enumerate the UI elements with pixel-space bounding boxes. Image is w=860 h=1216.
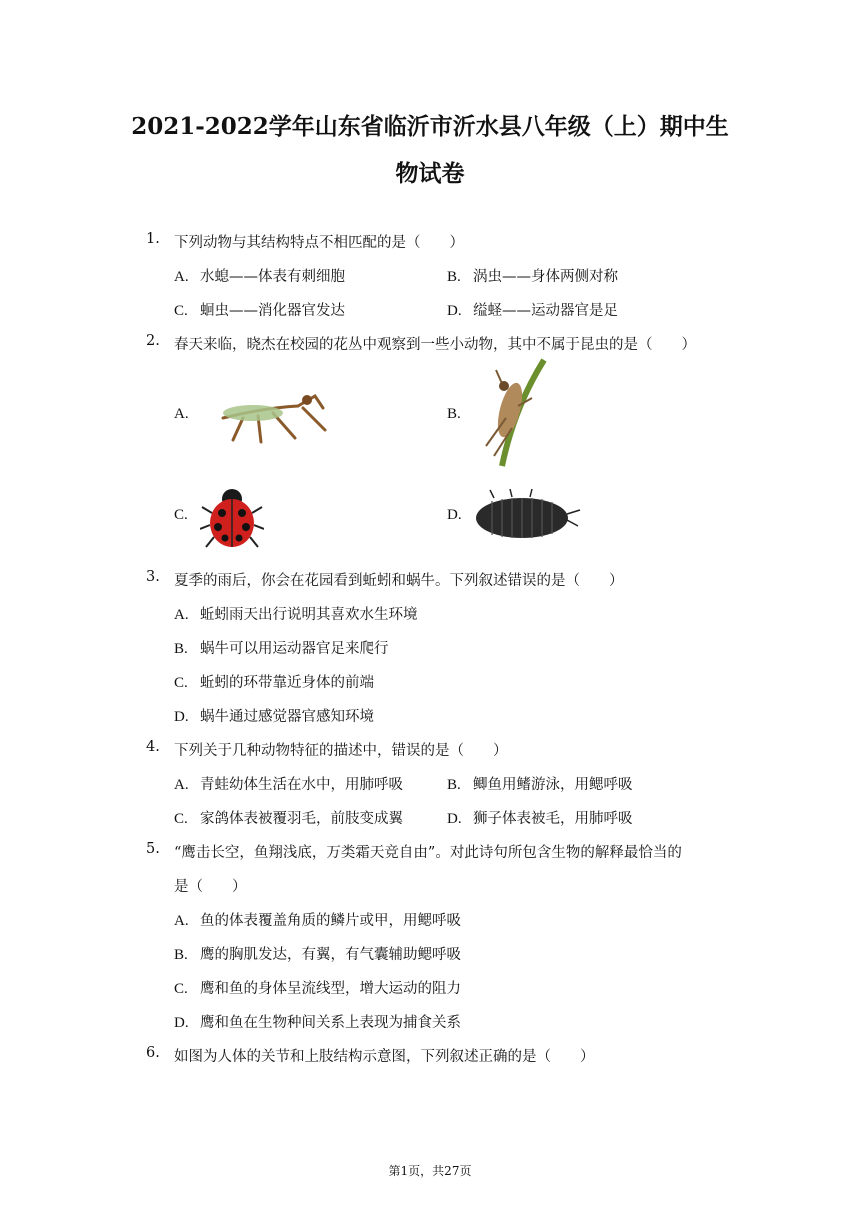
page-footer: 第1页，共27页 — [388, 1164, 472, 1178]
option-d: D. — [447, 507, 462, 523]
question-number: 1. — [146, 231, 160, 247]
option-b: B. 鲫鱼用鳍游泳，用鳃呼吸 — [447, 777, 633, 793]
exam-title-line2: 物试卷 — [395, 160, 465, 187]
question-number: 2. — [146, 333, 160, 349]
option-d: D. 狮子体表被毛，用肺呼吸 — [447, 811, 633, 827]
option-d: D. 鹰和鱼在生物种间关系上表现为捕食关系 — [174, 1015, 461, 1031]
option-a: A. 水螅——体表有刺细胞 — [174, 269, 345, 285]
question-text: 如图为人体的关节和上肢结构示意图，下列叙述正确的是（ ） — [174, 1049, 595, 1065]
question-text: 下列关于几种动物特征的描述中，错误的是（ ） — [174, 743, 508, 759]
question-number: 6. — [146, 1045, 160, 1061]
ladybug-image — [200, 483, 264, 551]
option-d: D. 蜗牛通过感觉器官感知环境 — [174, 709, 374, 725]
question-number: 5. — [146, 841, 160, 857]
option-c: C. 鹰和鱼的身体呈流线型，增大运动的阻力 — [174, 981, 461, 997]
option-c: C. 蚯蚓的环带靠近身体的前端 — [174, 675, 374, 691]
question-text-continued: 是（ ） — [174, 879, 247, 895]
question-number: 4. — [146, 739, 160, 755]
question-text: 春天来临，晓杰在校园的花丛中观察到一些小动物，其中不属于昆虫的是（ ） — [174, 337, 696, 353]
question-text: “鹰击长空，鱼翔浅底，万类霜天竞自由”。对此诗句所包含生物的解释最恰当的 — [174, 845, 682, 861]
option-b: B. 蜗牛可以用运动器官足来爬行 — [174, 641, 389, 657]
option-a: A. — [174, 406, 189, 422]
question-number: 3. — [146, 569, 160, 585]
option-b: B. 鹰的胸肌发达，有翼，有气囊辅助鳃呼吸 — [174, 947, 461, 963]
option-c: C. — [174, 507, 188, 523]
question-text: 下列动物与其结构特点不相匹配的是（ ） — [174, 235, 464, 251]
exam-title-line1: 2021-2022学年山东省临沂市沂水县八年级（上）期中生 — [131, 113, 729, 140]
option-b: B. — [447, 406, 461, 422]
option-c: C. 蛔虫——消化器官发达 — [174, 303, 345, 319]
option-a: A. 蚯蚓雨天出行说明其喜欢水生环境 — [174, 607, 418, 623]
option-a: A. 鱼的体表覆盖角质的鳞片或甲，用鳃呼吸 — [174, 913, 461, 929]
option-d: D. 缢蛏——运动器官是足 — [447, 303, 618, 319]
option-c: C. 家鸽体表被覆羽毛，前肢变成翼 — [174, 811, 403, 827]
option-b: B. 涡虫——身体两侧对称 — [447, 269, 618, 285]
woodlouse-image — [472, 488, 582, 548]
grasshopper-image — [474, 358, 554, 468]
mantis-image — [203, 378, 333, 448]
question-text: 夏季的雨后，你会在花园看到蚯蚓和蜗牛。下列叙述错误的是（ ） — [174, 573, 624, 589]
option-a: A. 青蛙幼体生活在水中，用肺呼吸 — [174, 777, 403, 793]
